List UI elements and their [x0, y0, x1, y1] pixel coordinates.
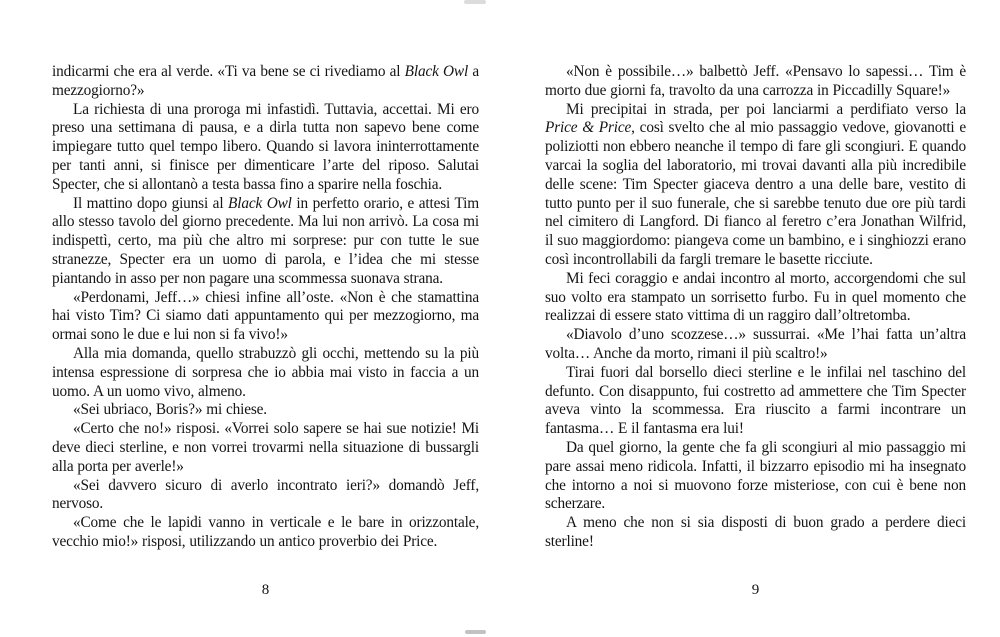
paragraph: «Diavolo d’uno scozzese…» sussurrai. «Me l’hai fatta un’altra volta… Anche da morto, rimani il più scaltro!» [545, 326, 966, 362]
paragraph: La richiesta di una proroga mi infastidì. Tuttavia, accettai. Mi ero preso una settimana di pausa, e a dirla tutta non sapevo bene come impiegare tutto quel tempo libero. Quando si lavora ininterrottamente per tanti anni, si finisce per dimenticare l’arte del riposo. Salutai Specter, che si allontanò a testa bassa fino a sparire nella foschia. [52, 100, 479, 193]
paragraph: «Non è possibile…» balbettò Jeff. «Pensavo lo sapessi… Tim è morto due giorni fa, travolto da una carrozza in Piccadilly Square!» [545, 63, 966, 99]
paragraph: Tirai fuori dal borsello dieci sterline e le infilai nel taschino del defunto. Con disappunto, fui costretto ad ammettere che Tim Specter aveva vinto la scommessa. Era riuscito a farmi incontrare un fantasma… E il fantasma era lui! [545, 363, 966, 438]
paragraph: «Certo che no!» risposi. «Vorrei solo sapere se hai sue notizie! Mi deve dieci sterline, e non vorrei trovarmi nella situazione di bussargli alla porta per averle!» [52, 420, 479, 475]
left-page-text [52, 63, 479, 552]
paragraph: Da quel giorno, la gente che fa gli scongiuri al mio passaggio mi pare assai meno ridicola. Infatti, il bizzarro episodio mi ha insegnato che intorno a noi si muovono forze misteriose, con cui è bene non scherzare. [545, 438, 966, 513]
right-page-number: 9 [751, 582, 760, 598]
paragraph: indicarmi che era al verde. «Ti va bene se ci rivediamo al Black Owl a mezzogiorno?» [52, 63, 480, 99]
paragraph: Alla mia domanda, quello strabuzzò gli occhi, mettendo su la più intensa espressione di sorpresa che io abbia mai visto in faccia a un uomo. A un uomo vivo, almeno. [52, 344, 479, 400]
paragraph: Mi feci coraggio e andai incontro al morto, accorgendomi che sul suo volto era stampato un sorrisetto furbo. Fu in quel momento che realizzai di essere stato vittima di un raggiro dall’oltretomba. [545, 269, 966, 325]
paragraph: «Come che le lapidi vanno in verticale e le bare in orizzontale, vecchio mio!» risposi, utilizzando un antico proverbio dei Price. [52, 514, 479, 550]
paragraph: «Perdonami, Jeff…» chiesi infine all’oste. «Non è che stamattina hai visto Tim? Ci siamo dati appuntamento qui per mezzogiorno, ma ormai sono le due e lui non si fa vivo!» [52, 288, 479, 344]
right-page-text [545, 63, 966, 552]
paragraph: Il mattino dopo giunsi al Black Owl in perfetto orario, e attesi Tim allo stesso tavolo del giorno precedente. Ma lui non arrivò. La cosa mi indispettì, certo, ma più che altro mi sorprese: pur con tutte le sue stranezze, Specter era un uomo di parola, e l’idea che mi stesse piantando in asso per non pagare una scommessa suonava strana. [52, 194, 479, 287]
bottom-center-handle[interactable] [465, 630, 486, 634]
paragraph: «Sei davvero sicuro di averlo incontrato ieri?» domandò Jeff, nervoso. [52, 476, 479, 513]
paragraph: Mi precipitai in strada, per poi lanciarmi a perdifiato verso la Price & Price, così svelto che al mio passaggio vedove, giovanotti e poliziotti non ebbero neanche il tempo di fare gli scongiuri. E quando varcai la soglia del laboratorio, mi trovai davanti alla più incredibile delle scene: Tim Specter giaceva dentro a una delle bare, vestito di tutto punto per il suo funerale, che si sarebbe tenuto due ore più tardi nel cimitero di Langford. Di fianco al feretro c’era Jonathan Wilfrid, il suo maggiordomo: piangeva come un bambino, e i singhiozzi erano così incontrollabili da fargli tremare le basette ricciute. [545, 100, 966, 268]
top-center-handle[interactable] [464, 0, 486, 4]
left-page [52, 63, 479, 623]
left-page-number: 8 [261, 582, 270, 598]
right-page [545, 63, 966, 623]
paragraph: A meno che non si sia disposti di buon grado a perdere dieci sterline! [545, 514, 966, 550]
paragraph: «Sei ubriaco, Boris?» mi chiese. [73, 401, 267, 419]
